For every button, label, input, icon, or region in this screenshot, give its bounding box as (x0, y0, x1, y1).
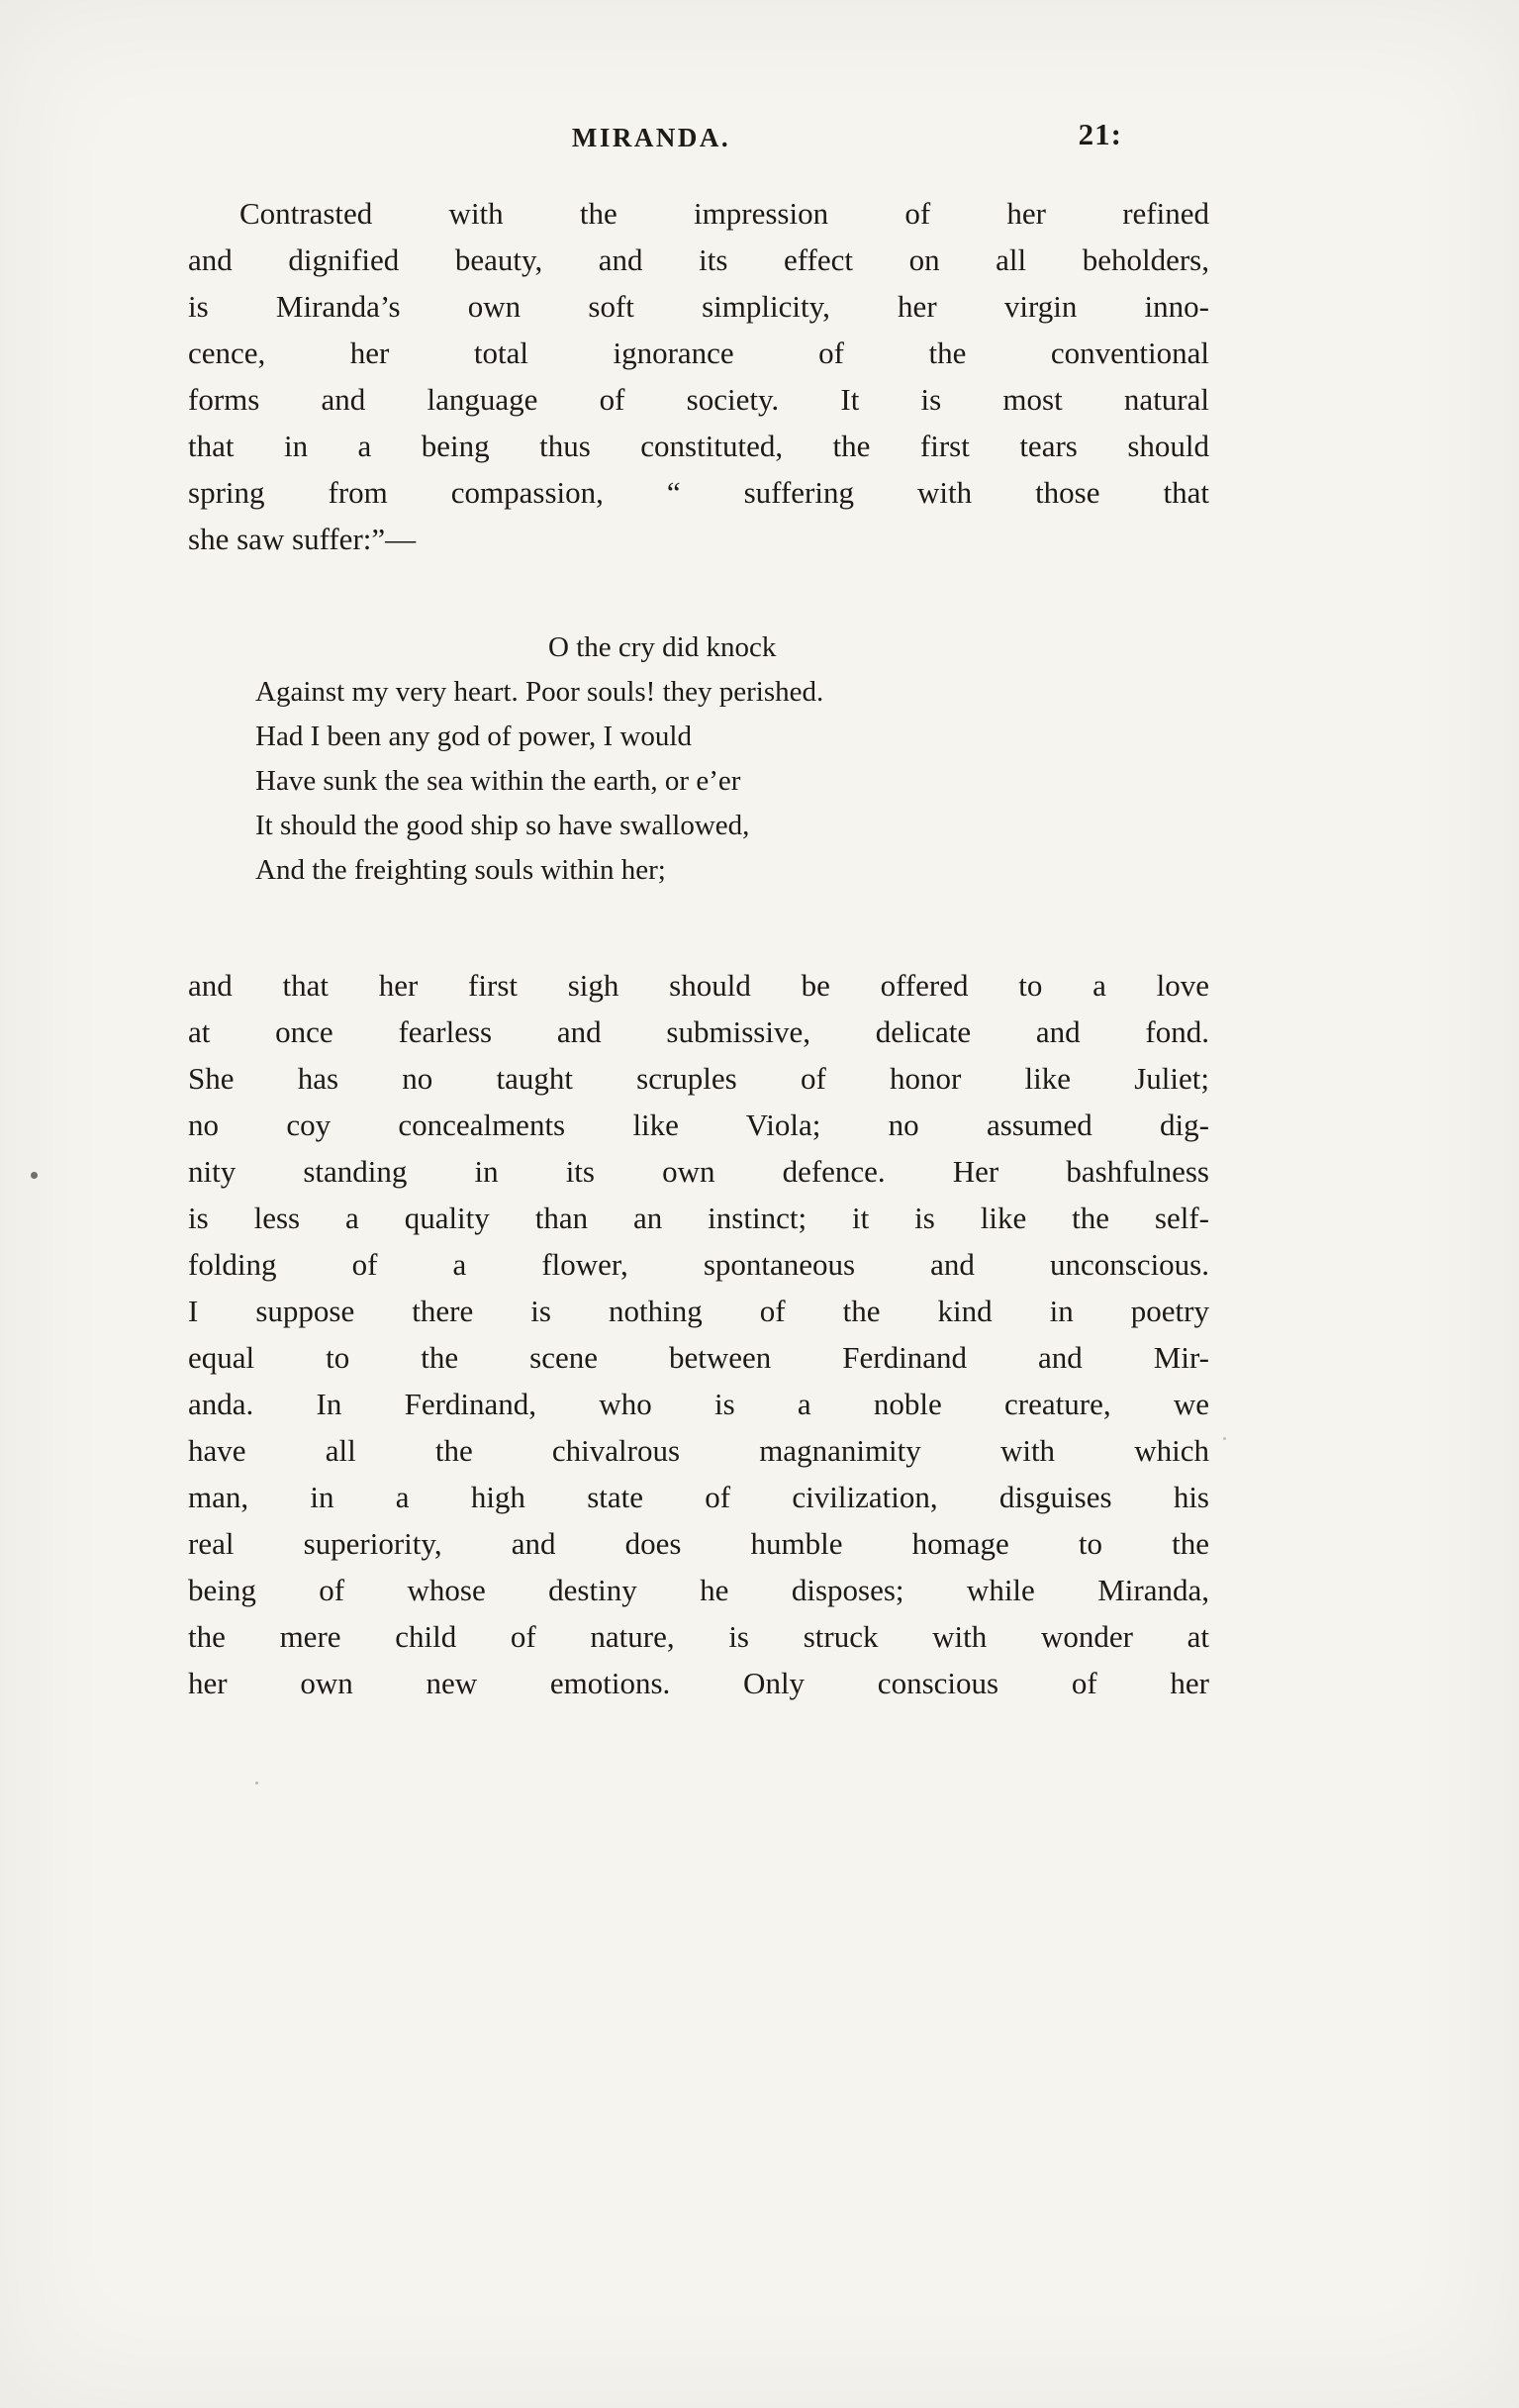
ink-speck (255, 1782, 258, 1784)
text-line: spring from compassion, “ suffering with those that (188, 475, 1209, 510)
page-number: 21: (1078, 117, 1122, 151)
text-line: is less a quality than an instinct; it is like the self- (188, 1201, 1209, 1235)
text-line: Have sunk the sea within the earth, or e’er (255, 765, 741, 797)
text-line: She has no taught scruples of honor like Juliet; (188, 1061, 1209, 1096)
text-line: have all the chivalrous magnanimity with which (188, 1433, 1209, 1468)
text-block (188, 117, 1209, 1706)
text-line: at once fearless and submissive, delicate and fond. (188, 1014, 1209, 1049)
text-line: that in a being thus constituted, the first tears should (188, 429, 1209, 463)
text-line: It should the good ship so have swallowed, (255, 810, 750, 841)
text-line: her own new emotions. Only conscious of her (188, 1666, 1209, 1700)
text-line: man, in a high state of civilization, disguises his (188, 1480, 1209, 1514)
text-line: and that her first sigh should be offered to a love (188, 968, 1209, 1003)
text-line: and dignified beauty, and its effect on all beholders, (188, 242, 1209, 277)
text-line: being of whose destiny he disposes; while Miranda, (188, 1573, 1209, 1607)
page-body (188, 190, 1209, 1706)
ink-speck (31, 1172, 38, 1179)
text-line: Contrasted with the impression of her refined (239, 196, 1209, 231)
text-line: anda. In Ferdinand, who is a noble creature, we (188, 1387, 1209, 1421)
text-line: no coy concealments like Viola; no assumed dig- (188, 1108, 1209, 1142)
text-line: the mere child of nature, is struck with wonder at (188, 1619, 1209, 1654)
text-line: Had I been any god of power, I would (255, 721, 692, 752)
paragraph (188, 962, 1209, 1706)
text-line: I suppose there is nothing of the kind in poetry (188, 1294, 1209, 1328)
ink-speck (1223, 1437, 1226, 1440)
page-header (188, 117, 1209, 164)
text-line: folding of a flower, spontaneous and unconscious. (188, 1247, 1209, 1282)
text-line: she saw suffer:”— (188, 522, 417, 556)
text-line: Against my very heart. Poor souls! they perished. (255, 676, 824, 708)
text-line: real superiority, and does humble homage to the (188, 1526, 1209, 1561)
text-line: O the cry did knock (548, 631, 777, 663)
text-line: equal to the scene between Ferdinand and Mir- (188, 1340, 1209, 1375)
verse-block (255, 626, 1209, 893)
text-line: And the freighting souls within her; (255, 854, 666, 886)
text-line: forms and language of society. It is most natural (188, 382, 1209, 417)
paragraph (188, 190, 1209, 562)
text-line: is Miranda’s own soft simplicity, her virgin inno- (188, 289, 1209, 324)
text-line: cence, her total ignorance of the conventional (188, 336, 1209, 370)
running-title: MIRANDA. (571, 123, 731, 152)
text-line: nity standing in its own defence. Her bashfulness (188, 1154, 1209, 1189)
